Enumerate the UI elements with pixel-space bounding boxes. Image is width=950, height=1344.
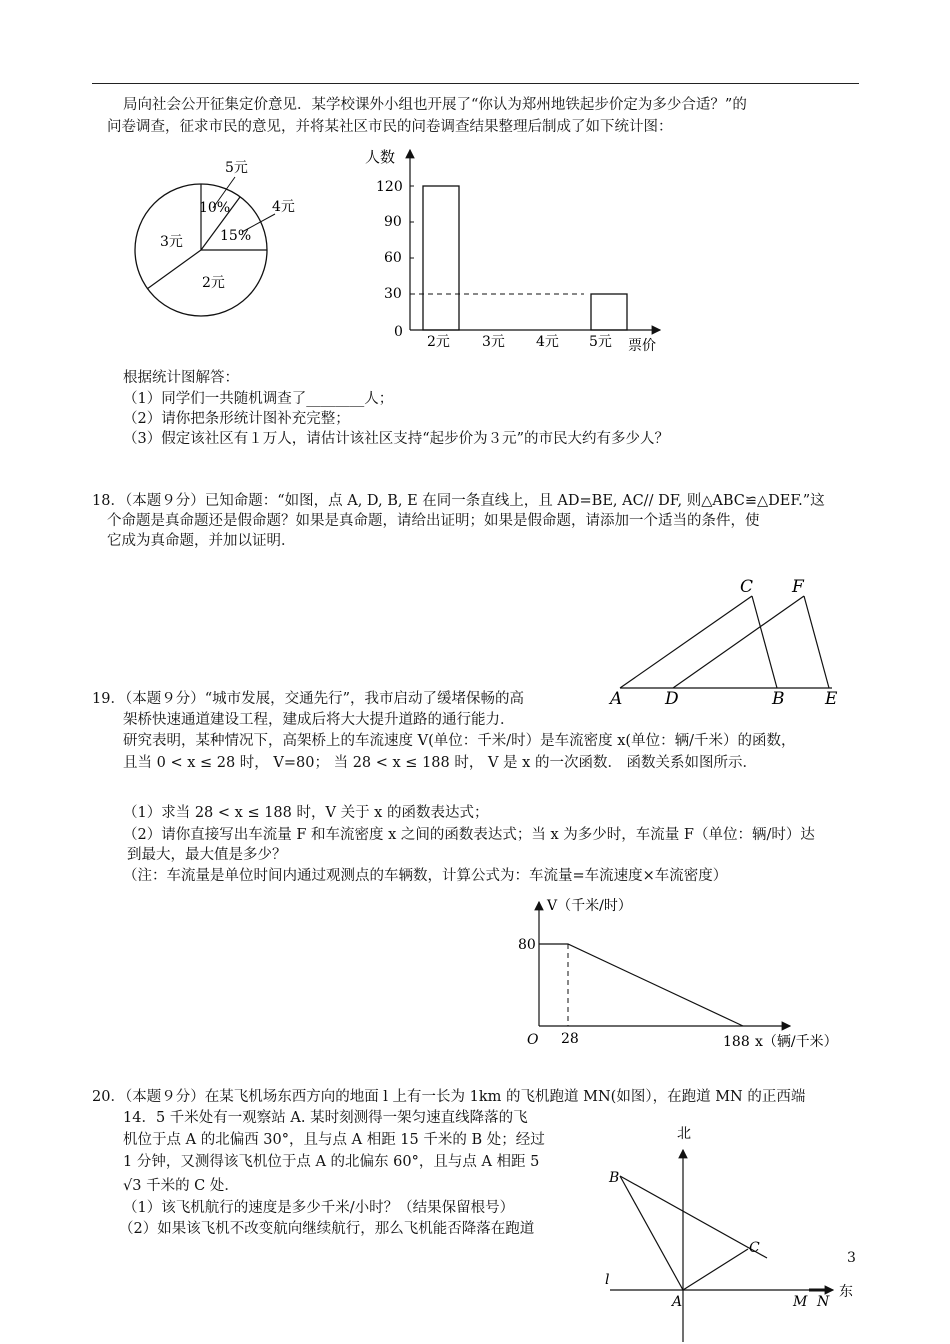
q17-lead: 根据统计图解答：	[123, 370, 239, 386]
q19-line-2: 架桥快速通道建设工程，建成后将大大提升道路的通行能力．	[123, 712, 515, 728]
label-A: A	[610, 689, 623, 709]
q19-line-3: 研究表明，某种情况下，高架桥上的车流速度 V(单位：千米/时）是车流密度 x(单位：辆/千米）的函数，	[123, 733, 796, 749]
q19-part-2a: （2）请你直接写出车流量 F 和车流密度 x 之间的函数表达式；当 x 为多少时，车流量 F（单位：辆/时）达	[123, 827, 815, 843]
bar-ytick-120: 120	[376, 179, 403, 195]
bar-x-label: 票价	[628, 338, 656, 354]
bar-ytick-0: 0	[394, 324, 403, 340]
q20-line-5: √3 千米的 C 处．	[123, 1178, 239, 1194]
pie-pct-10: 10%	[199, 200, 231, 216]
q20-bearing-figure	[595, 1120, 865, 1344]
bar-cat-3: 3元	[482, 334, 505, 350]
header-rule	[92, 83, 859, 84]
page-number: 3	[847, 1250, 856, 1266]
bar-cat-5: 5元	[589, 334, 612, 350]
q19-line-1: 19．（本题９分）“城市发展，交通先行”，我市启动了缓堵保畅的高	[92, 691, 525, 707]
fig-label-B: B	[609, 1170, 620, 1186]
q19-part-2b: 到最大，最大值是多少？	[127, 847, 287, 863]
bar-ytick-60: 60	[384, 250, 402, 266]
fig-label-M: M	[793, 1294, 808, 1310]
pie-label-2: 2元	[202, 275, 225, 291]
bar-ytick-90: 90	[384, 214, 402, 230]
label-B: B	[772, 689, 785, 709]
fig-label-N: N	[817, 1294, 830, 1310]
pie-label-3: 3元	[160, 234, 183, 250]
pie-chart	[125, 150, 325, 325]
q18-line-1: 18．（本题９分）已知命题：“如图，点 A, D, B, E 在同一条直线上，且 AD=BE, AC// DF, 则△ABC≌△DEF.”这	[92, 493, 825, 509]
bar-chart	[360, 140, 680, 355]
graph-y-80: 80	[518, 937, 536, 953]
label-D: D	[665, 689, 679, 709]
pie-label-4: 4元	[272, 199, 295, 215]
bar-y-label: 人数	[365, 148, 396, 166]
q20-part-2: （2）如果该飞机不改变航向继续航行，那么飞机能否降落在跑道	[119, 1221, 535, 1237]
q17-part-1: （1）同学们一共随机调查了________人；	[123, 391, 394, 407]
q20-line-4: 1 分钟，又测得该飞机位于点 A 的北偏东 60°，且与点 A 相距 5	[123, 1154, 540, 1170]
q17-part-3: （3）假定该社区有１万人，请估计该社区支持“起步价为３元”的市民大约有多少人？	[123, 431, 670, 447]
intro-line-1: 局向社会公开征集定价意见．某学校课外小组也开展了“你认为郑州地铁起步价定为多少合适？”的	[123, 97, 747, 113]
bar-5元	[591, 294, 627, 330]
q20-line-2: 14．5 千米处有一观察站 A. 某时刻测得一架匀速直线降落的飞	[123, 1110, 528, 1126]
q19-note: （注：车流量是单位时间内通过观测点的车辆数，计算公式为：车流量=车流速度×车流密度）	[123, 868, 728, 884]
label-C: C	[740, 577, 754, 597]
graph-x-28: 28	[561, 1031, 579, 1047]
label-E: E	[825, 689, 838, 709]
bar-cat-4: 4元	[536, 334, 559, 350]
intro-line-2: 问卷调查，征求市民的意见，并将某社区市民的问卷调查结果整理后制成了如下统计图：	[107, 119, 673, 135]
q20-line-1: 20．（本题９分）在某飞机场东西方向的地面 l 上有一长为 1km 的飞机跑道 MN(如图），在跑道 MN 的正西端	[92, 1089, 806, 1105]
q19-line-4: 且当 0 < x ≤ 28 时， V=80； 当 28 < x ≤ 188 时， V 是 x 的一次函数． 函数关系如图所示．	[123, 755, 758, 771]
q18-line-2: 个命题是真命题还是假命题？如果是真命题，请给出证明；如果是假命题，请添加一个适当的条件，使	[107, 513, 760, 529]
pie-pct-15: 15%	[220, 228, 252, 244]
q19-function-graph	[515, 890, 850, 1060]
graph-x-188: 188	[723, 1034, 750, 1050]
fig-east-label: 东	[839, 1284, 853, 1300]
graph-x-label: x（辆/千米）	[755, 1034, 838, 1050]
bar-ytick-30: 30	[384, 286, 402, 302]
fig-label-C: C	[749, 1240, 760, 1256]
fig-north-label: 北	[677, 1126, 691, 1142]
graph-y-label: V（千米/时）	[547, 898, 632, 914]
q20-line-3: 机位于点 A 的北偏西 30°，且与点 A 相距 15 千米的 B 处；经过	[123, 1132, 545, 1148]
bar-cat-2: 2元	[427, 334, 450, 350]
q20-part-1: （1）该飞机航行的速度是多少千米/小时？（结果保留根号）	[123, 1200, 515, 1216]
q18-line-3: 它成为真命题，并加以证明．	[107, 533, 296, 549]
label-F: F	[792, 577, 804, 597]
graph-origin: O	[527, 1032, 539, 1048]
fig-label-l: l	[605, 1272, 610, 1288]
bar-2元	[423, 186, 459, 330]
q19-part-1: （1）求当 28 < x ≤ 188 时，V 关于 x 的函数表达式；	[123, 805, 489, 821]
q18-triangle-figure	[600, 570, 850, 715]
q17-part-2: （2）请你把条形统计图补充完整；	[123, 411, 350, 427]
fig-label-A: A	[672, 1294, 683, 1310]
pie-label-5: 5元	[225, 160, 248, 176]
